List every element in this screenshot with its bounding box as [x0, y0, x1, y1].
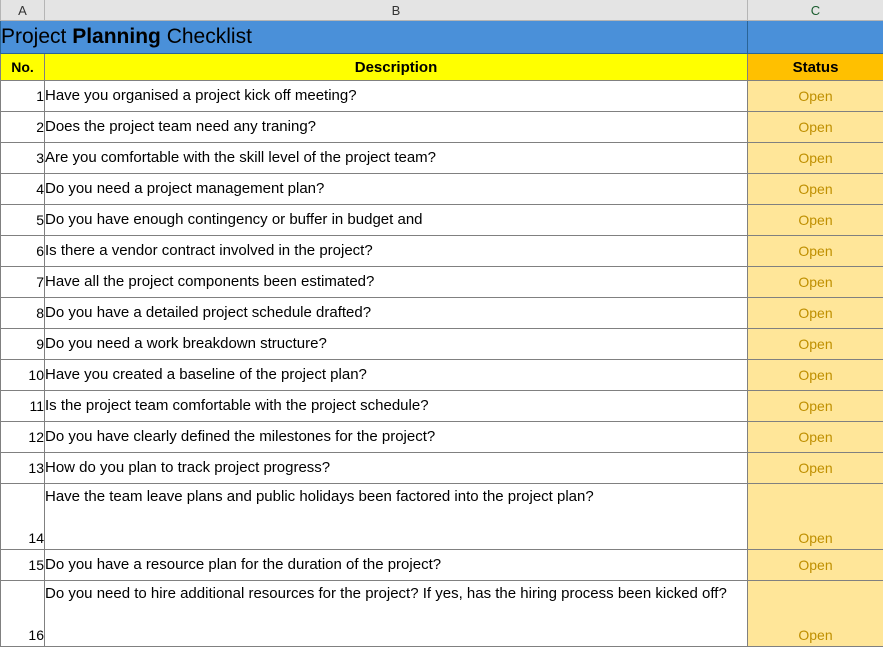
cell-description[interactable]: Is there a vendor contract involved in the project? [45, 236, 748, 267]
column-header-row [1, 0, 883, 21]
table-row [1, 298, 883, 329]
cell-description[interactable]: Is the project team comfortable with the project schedule? [45, 391, 748, 422]
cell-status[interactable]: Open [748, 329, 883, 360]
cell-description[interactable]: Have you organised a project kick off meeting? [45, 81, 748, 112]
column-header-b[interactable]: B [45, 0, 748, 21]
table-row [1, 391, 883, 422]
title-part-3: Checklist [160, 25, 252, 48]
header-status[interactable]: Status [748, 54, 883, 81]
title-part-2: Planning [72, 25, 161, 48]
header-no[interactable]: No. [1, 54, 45, 81]
header-description[interactable]: Description [45, 54, 748, 81]
cell-status[interactable]: Open [748, 112, 883, 143]
table-header-row [1, 54, 883, 81]
cell-description[interactable]: Do you have clearly defined the milestones for the project? [45, 422, 748, 453]
cell-description[interactable]: Have you created a baseline of the project plan? [45, 360, 748, 391]
column-header-c[interactable]: C [748, 0, 883, 21]
cell-description[interactable]: Do you need a project management plan? [45, 174, 748, 205]
cell-status[interactable]: Open [748, 143, 883, 174]
table-row [1, 550, 883, 581]
cell-no[interactable]: 8 [1, 298, 45, 329]
cell-status[interactable]: Open [748, 360, 883, 391]
cell-no[interactable]: 2 [1, 112, 45, 143]
table-row [1, 360, 883, 391]
cell-status[interactable]: Open [748, 205, 883, 236]
table-row [1, 174, 883, 205]
column-header-a[interactable]: A [1, 0, 45, 21]
cell-description[interactable]: Have all the project components been estimated? [45, 267, 748, 298]
cell-status[interactable]: Open [748, 484, 883, 550]
cell-status[interactable]: Open [748, 298, 883, 329]
table-row [1, 205, 883, 236]
cell-status[interactable]: Open [748, 581, 883, 647]
cell-status[interactable]: Open [748, 422, 883, 453]
cell-no[interactable]: 14 [1, 484, 45, 550]
cell-status[interactable]: Open [748, 236, 883, 267]
cell-description[interactable]: Does the project team need any traning? [45, 112, 748, 143]
cell-description[interactable]: Do you need to hire additional resources for the project? If yes, has the hiring process been kicked off? [45, 581, 748, 647]
cell-description[interactable]: Do you have a detailed project schedule drafted? [45, 298, 748, 329]
table-row [1, 453, 883, 484]
cell-no[interactable]: 3 [1, 143, 45, 174]
cell-status[interactable]: Open [748, 174, 883, 205]
cell-no[interactable]: 6 [1, 236, 45, 267]
table-row [1, 143, 883, 174]
table-row [1, 267, 883, 298]
table-row [1, 484, 883, 550]
table-row [1, 329, 883, 360]
table-row [1, 236, 883, 267]
cell-no[interactable]: 15 [1, 550, 45, 581]
table-row [1, 112, 883, 143]
cell-description[interactable]: How do you plan to track project progress? [45, 453, 748, 484]
page-title[interactable] [1, 21, 748, 54]
cell-status[interactable]: Open [748, 81, 883, 112]
cell-description[interactable]: Have the team leave plans and public holidays been factored into the project plan? [45, 484, 748, 550]
cell-status[interactable]: Open [748, 550, 883, 581]
cell-no[interactable]: 11 [1, 391, 45, 422]
cell-no[interactable]: 1 [1, 81, 45, 112]
cell-no[interactable]: 13 [1, 453, 45, 484]
cell-description[interactable]: Are you comfortable with the skill level of the project team? [45, 143, 748, 174]
cell-status[interactable]: Open [748, 453, 883, 484]
title-row-status-cell[interactable] [748, 21, 883, 54]
cell-description[interactable]: Do you have enough contingency or buffer in budget and [45, 205, 748, 236]
cell-no[interactable]: 4 [1, 174, 45, 205]
table-row [1, 422, 883, 453]
cell-description[interactable]: Do you have a resource plan for the duration of the project? [45, 550, 748, 581]
cell-status[interactable]: Open [748, 267, 883, 298]
cell-no[interactable]: 7 [1, 267, 45, 298]
table-row [1, 81, 883, 112]
cell-description[interactable]: Do you need a work breakdown structure? [45, 329, 748, 360]
cell-status[interactable]: Open [748, 391, 883, 422]
table-row [1, 581, 883, 647]
title-row [1, 21, 883, 54]
cell-no[interactable]: 16 [1, 581, 45, 647]
cell-no[interactable]: 10 [1, 360, 45, 391]
title-part-1: Project [1, 25, 73, 48]
cell-no[interactable]: 5 [1, 205, 45, 236]
cell-no[interactable]: 12 [1, 422, 45, 453]
cell-no[interactable]: 9 [1, 329, 45, 360]
